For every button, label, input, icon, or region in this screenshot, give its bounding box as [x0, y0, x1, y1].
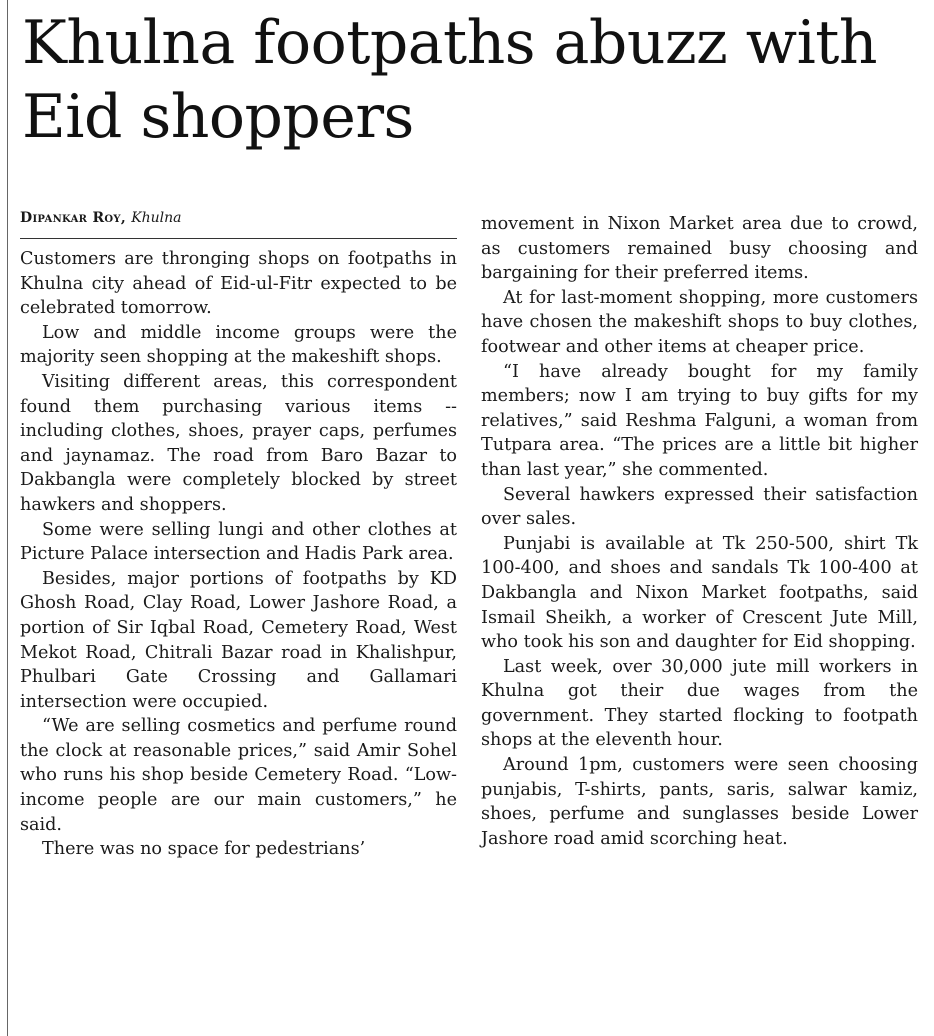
byline-location: Khulna [131, 210, 182, 226]
paragraph: Low and middle income groups were the majority seen shopping at the makeshift shops. [20, 322, 457, 368]
paragraph: Besides, major portions of footpaths by KD Ghosh Road, Clay Road, Lower Jashore Road, a portion of Sir Iqbal Road, Cemetery Road, West Mekot Road, Chitrali Bazar road in Khalishpur, Phulbari Gate Crossing and Gallamari intersection were occupied. [20, 568, 457, 712]
byline-rule [20, 238, 457, 239]
headline: Khulna footpaths abuzz with Eid shoppers [22, 8, 878, 152]
paragraph: “We are selling cosmetics and perfume round the clock at reasonable prices,” said Amir Sohel who runs his shop beside Cemetery Road. “Low-income people are our main customers,” he said. [20, 716, 457, 835]
paragraph: Several hawkers expressed their satisfaction over sales. [481, 484, 918, 530]
byline [20, 206, 457, 230]
article-column-right [481, 212, 918, 851]
paragraph: Last week, over 30,000 jute mill workers in Khulna got their due wages from the government. They started flocking to footpath shops at the eleventh hour. [481, 656, 918, 751]
byline-author: Dipankar Roy, [20, 210, 126, 226]
paragraph: There was no space for pedestrians’ [42, 839, 366, 860]
paragraph: Around 1pm, customers were seen choosing punjabis, T-shirts, pants, saris, salwar kamiz, shoes, perfume and sunglasses beside Lower Jashore road amid scorching heat. [481, 755, 918, 849]
paragraph: Punjabi is available at Tk 250-500, shirt Tk 100-400, and shoes and sandals Tk 100-400 at Dakbangla and Nixon Market footpaths, said Ismail Sheikh, a worker of Crescent Jute Mill, who took his son and daughter for Eid shopping. [481, 533, 918, 653]
paragraph: Some were selling lungi and other clothes at Picture Palace intersection and Hadis Park area. [20, 519, 457, 565]
paragraph: movement in Nixon Market area due to crowd, as customers remained busy choosing and bargaining for their preferred items. [481, 214, 918, 284]
paragraph: “I have already bought for my family members; now I am trying to buy gifts for my relatives,” said Reshma Falguni, a woman from Tutpara area. “The prices are a little bit higher than last year,” she commented. [481, 361, 918, 480]
column-divider-line [7, 0, 8, 1036]
paragraph: At for last-moment shopping, more customers have chosen the makeshift shops to buy clothes, footwear and other items at cheaper price. [481, 287, 918, 357]
article-column-left [20, 206, 457, 862]
paragraph: Customers are thronging shops on footpaths in Khulna city ahead of Eid-ul-Fitr expected to be celebrated tomorrow. [20, 249, 457, 319]
paragraph: Visiting different areas, this correspondent found them purchasing various items -- including clothes, shoes, prayer caps, perfumes and jaynamaz. The road from Baro Bazar to Dakbangla were completely blocked by street hawkers and shoppers. [20, 371, 457, 515]
